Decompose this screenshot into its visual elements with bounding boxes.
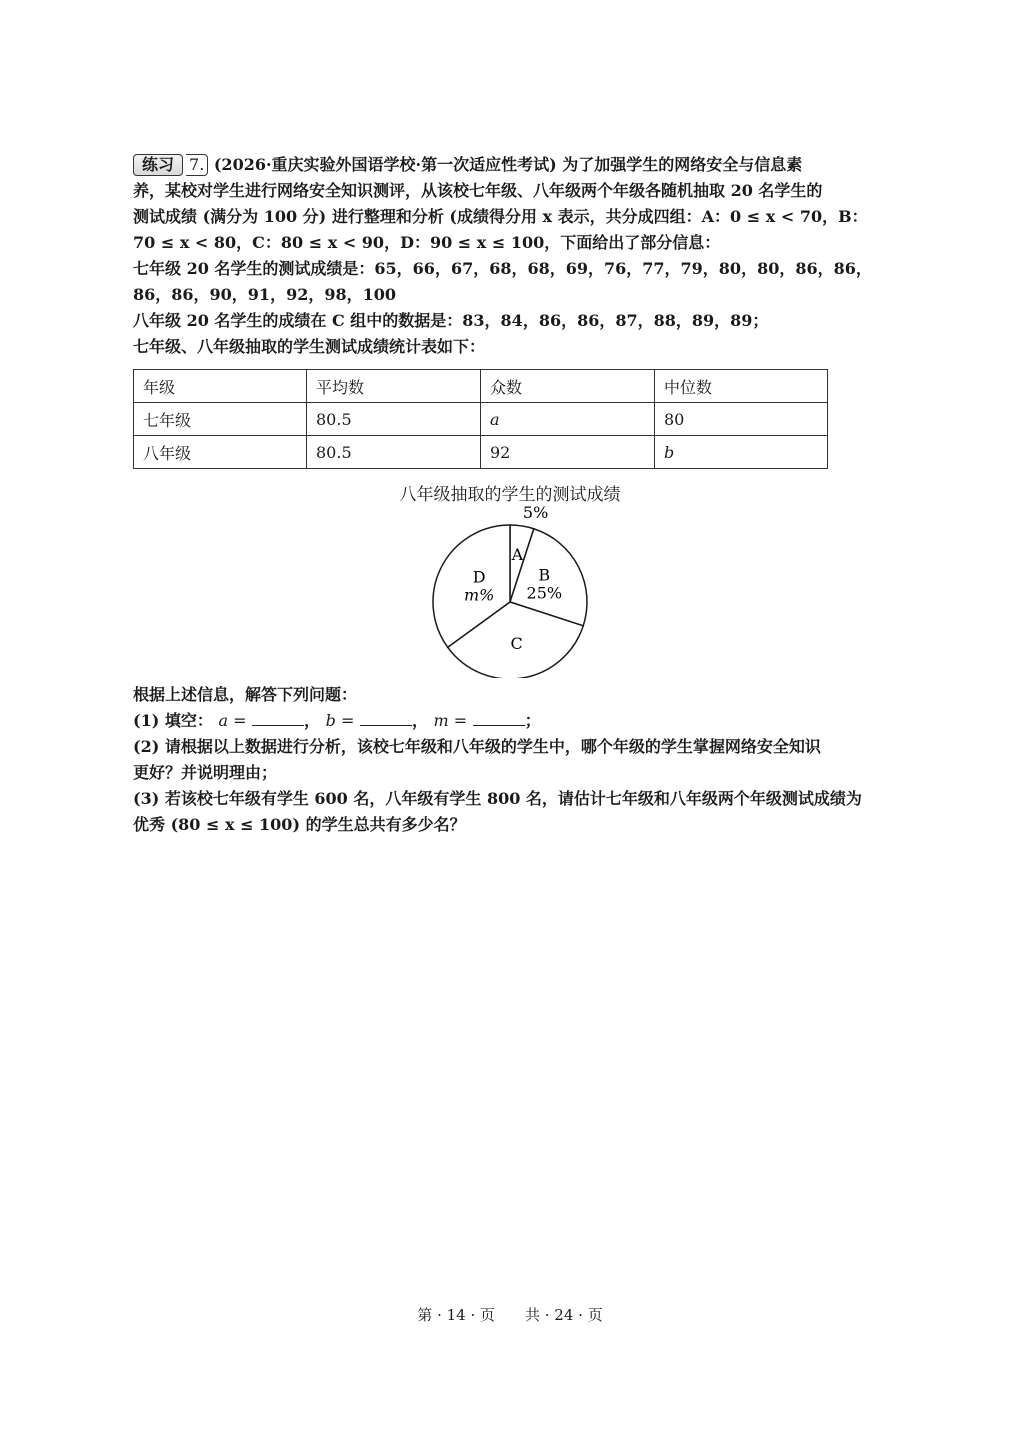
- page-footer: 第 · 14 · 页 共 · 24 · 页: [417, 1306, 603, 1324]
- pie-value-d: m%: [463, 585, 495, 605]
- table-cell: [655, 436, 828, 469]
- question-3-line-2: 优秀 (80 ≤ x ≤ 100) 的学生总共有多少名？: [133, 815, 466, 834]
- problem-number: 7.: [186, 154, 208, 176]
- problem-statement: [133, 152, 893, 360]
- pie-value-b: 25%: [526, 583, 563, 603]
- problem-line-4: 70 ≤ x < 80，C：80 ≤ x < 90，D：90 ≤ x ≤ 100，下面给出了部分信息：: [133, 233, 721, 252]
- questions: [133, 682, 893, 838]
- table-cell: 80.5: [307, 403, 481, 436]
- q1-b-blank: [360, 709, 412, 726]
- pie-label-d: D: [472, 567, 486, 587]
- practice-tag: 练习: [133, 154, 183, 176]
- table-row: [134, 436, 828, 469]
- statistics-table: [133, 369, 828, 469]
- pie-chart: [420, 498, 600, 678]
- q1-end: ；: [524, 711, 541, 730]
- table-row: [134, 403, 828, 436]
- table-header-cell: 平均数: [307, 370, 481, 403]
- q1-m-blank: [473, 709, 525, 726]
- q1-a-label: a =: [218, 711, 247, 730]
- problem-text-1: (2026·重庆实验外国语学校·第一次适应性考试) 为了加强学生的网络安全与信息素: [213, 155, 803, 174]
- problem-line-1: [133, 152, 893, 178]
- question-2-line-2: 更好？并说明理由；: [133, 763, 278, 782]
- q1-m-label: m =: [433, 711, 468, 730]
- table-cell: [481, 403, 655, 436]
- table-cell: 80: [655, 403, 828, 436]
- problem-line-8: 七年级、八年级抽取的学生测试成绩统计表如下：: [133, 337, 486, 356]
- table-header-cell: 中位数: [655, 370, 828, 403]
- problem-line-6: 86，86，90，91，92，98，100: [133, 285, 396, 304]
- problem-line-2: 养，某校对学生进行网络安全知识测评，从该校七年级、八年级两个年级各随机抽取 20 名学生的: [133, 181, 823, 200]
- table-cell-var: b: [664, 442, 675, 462]
- table-cell-var: a: [490, 409, 500, 429]
- q1-a-blank: [252, 709, 304, 726]
- table-cell: 八年级: [134, 436, 307, 469]
- problem-line-7: 八年级 20 名学生的成绩在 C 组中的数据是：83，84，86，86，87，88，89，89；: [133, 311, 769, 330]
- table-cell: 92: [481, 436, 655, 469]
- problem-line-5: 七年级 20 名学生的测试成绩是：65，66，67，68，68，69，76，77，79，80，80，86，86，: [133, 259, 872, 278]
- pie-slices: [433, 525, 587, 678]
- table-cell: 80.5: [307, 436, 481, 469]
- questions-intro: 根据上述信息，解答下列问题：: [133, 685, 358, 704]
- pie-value-a: 5%: [522, 503, 549, 523]
- table-header-cell: 年级: [134, 370, 307, 403]
- question-3-line-1: (3) 若该校七年级有学生 600 名，八年级有学生 800 名，请估计七年级和八年级两个年级测试成绩为: [133, 789, 862, 808]
- q1-sep: ，: [304, 711, 321, 730]
- q1-b-label: b =: [325, 711, 355, 730]
- pie-label-a: A: [511, 544, 524, 564]
- pie-label-b: B: [538, 565, 551, 585]
- q1-sep: ，: [411, 711, 428, 730]
- chart-title: 八年级抽取的学生的测试成绩: [399, 485, 621, 505]
- question-1: [133, 708, 893, 734]
- q1-prefix: (1) 填空：: [133, 711, 213, 730]
- question-2-line-1: (2) 请根据以上数据进行分析，该校七年级和八年级的学生中，哪个年级的学生掌握网络安全知识: [133, 737, 821, 756]
- table-header-cell: 众数: [481, 370, 655, 403]
- table-cell: 七年级: [134, 403, 307, 436]
- problem-line-3: 测试成绩 (满分为 100 分) 进行整理和分析 (成绩得分用 x 表示，共分成四组：A：0 ≤ x < 70，B：: [133, 207, 868, 226]
- table-header-row: [134, 370, 828, 403]
- pie-label-c: C: [510, 633, 523, 653]
